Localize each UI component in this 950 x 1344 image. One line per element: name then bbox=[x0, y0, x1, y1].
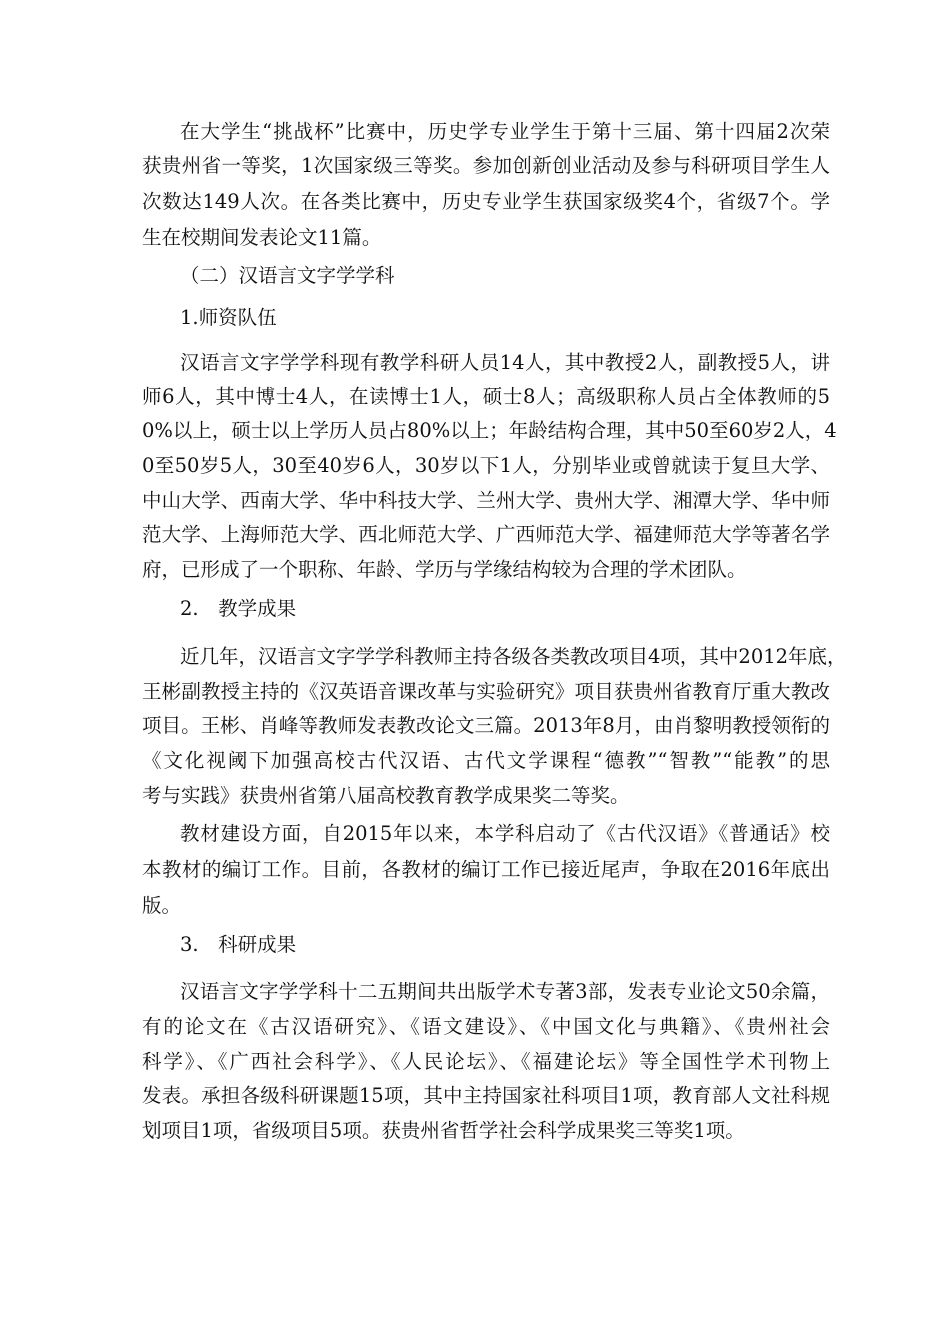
paragraph-line: 考与实践》获贵州省第八届高校教育教学成果奖二等奖。 bbox=[142, 784, 630, 807]
paragraph-line: 版。 bbox=[142, 894, 182, 917]
paragraph-line: 科学》、《广西社会科学》、《人民论坛》、《福建论坛》等全国性学术刊物上 bbox=[142, 1050, 830, 1073]
heading-text: （二）汉语言文字学学科 bbox=[180, 264, 395, 287]
paragraph-line: 汉语言文字学学科十二五期间共出版学术专著3部，发表专业论文50余篇， bbox=[180, 980, 830, 1003]
paragraph-line: 范大学、上海师范大学、西北师范大学、广西师范大学、福建师范大学等著名学 bbox=[142, 523, 830, 546]
heading-text: 2. 教学成果 bbox=[180, 597, 297, 620]
paragraph-line: 有的论文在《古汉语研究》、《语文建设》、《中国文化与典籍》、《贵州社会 bbox=[142, 1015, 830, 1038]
paragraph-line: 近几年，汉语言文字学学科教师主持各级各类教改项目4项，其中2012年底， bbox=[180, 645, 847, 668]
paragraph-line: 汉语言文字学学科现有教学科研人员14人，其中教授2人，副教授5人，讲 bbox=[180, 351, 830, 374]
paragraph-line: 在大学生“挑战杯”比赛中，历史学专业学生于第十三届、第十四届2次荣 bbox=[180, 120, 830, 143]
paragraph-line: 划项目1项，省级项目5项。获贵州省哲学社会科学成果奖三等奖1项。 bbox=[142, 1119, 745, 1142]
paragraph-line: 《文化视阈下加强高校古代汉语、古代文学课程“德教”“智教”“能教”的思 bbox=[142, 749, 830, 772]
paragraph-line: 生在校期间发表论文11篇。 bbox=[142, 226, 382, 249]
paragraph-line: 王彬副教授主持的《汉英语音课改革与实验研究》项目获贵州省教育厅重大教改 bbox=[142, 680, 830, 703]
paragraph-line: 府，已形成了一个职称、年龄、学历与学缘结构较为合理的学术团队。 bbox=[142, 558, 747, 581]
heading-text: 3. 科研成果 bbox=[180, 933, 297, 956]
paragraph-line: 项目。王彬、肖峰等教师发表教改论文三篇。2013年8月，由肖黎明教授领衔的 bbox=[142, 714, 830, 737]
paragraph-line: 发表。承担各级科研课题15项，其中主持国家社科项目1项，教育部人文社科规 bbox=[142, 1084, 830, 1107]
paragraph-line: 次数达149人次。在各类比赛中，历史专业学生获国家级奖4个，省级7个。学 bbox=[142, 190, 830, 213]
paragraph-line: 获贵州省一等奖，1次国家级三等奖。参加创新创业活动及参与科研项目学生人 bbox=[142, 154, 830, 177]
heading-text: 1.师资队伍 bbox=[180, 306, 277, 329]
paragraph-line: 师6人，其中博士4人，在读博士1人，硕士8人；高级职称人员占全体教师的5 bbox=[142, 385, 830, 408]
paragraph-line: 中山大学、西南大学、华中科技大学、兰州大学、贵州大学、湘潭大学、华中师 bbox=[142, 489, 830, 512]
paragraph-line: 0%以上，硕士以上学历人员占80%以上；年龄结构合理，其中50至60岁2人，4 bbox=[142, 419, 837, 442]
paragraph-line: 0至50岁5人，30至40岁6人，30岁以下1人，分别毕业或曾就读于复旦大学、 bbox=[142, 454, 830, 477]
paragraph-line: 教材建设方面，自2015年以来，本学科启动了《古代汉语》《普通话》校 bbox=[180, 822, 830, 845]
paragraph-line: 本教材的编订工作。目前，各教材的编订工作已接近尾声，争取在2016年底出 bbox=[142, 858, 830, 881]
